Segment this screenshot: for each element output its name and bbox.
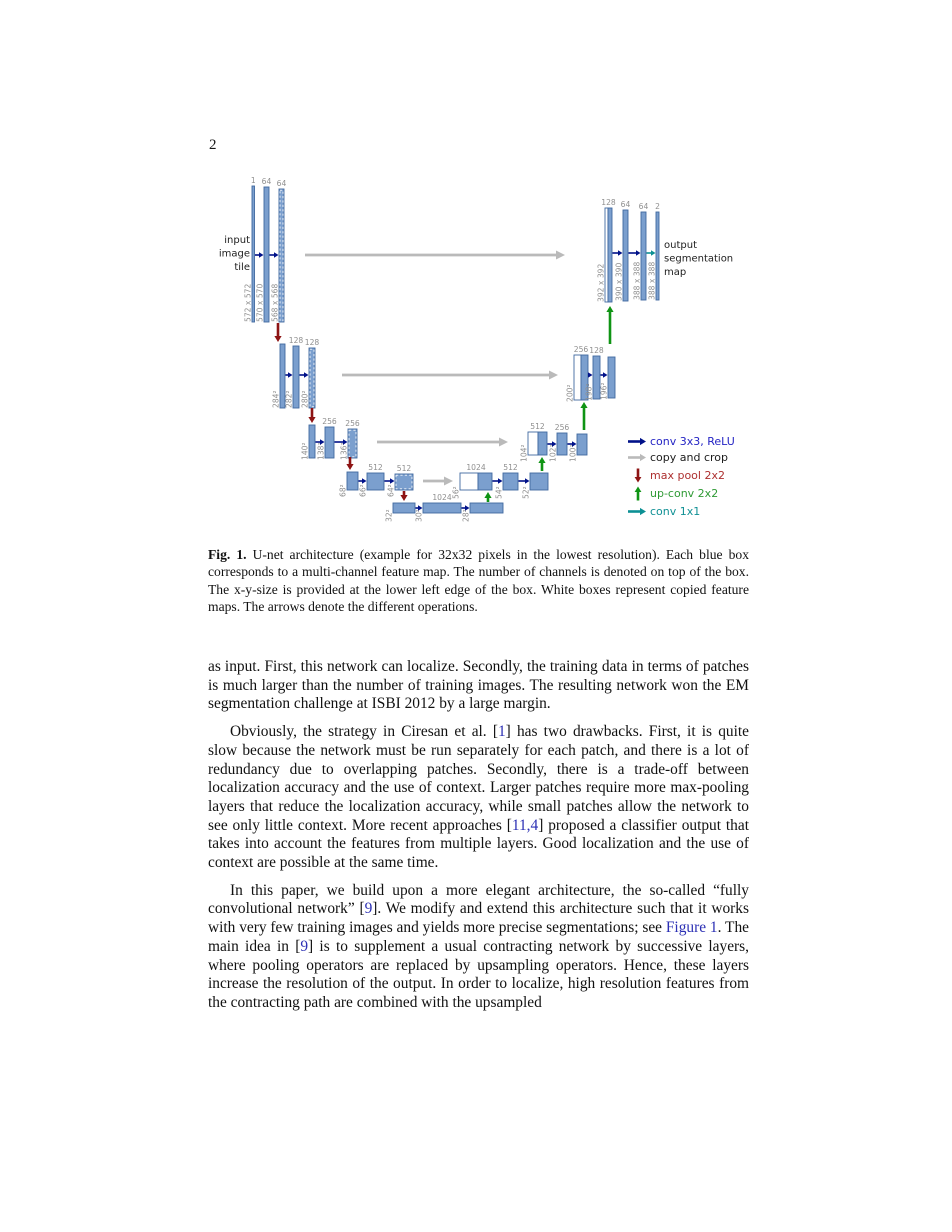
feature-size-label: 572 x 572 (243, 283, 253, 322)
conv-arrow (304, 372, 309, 377)
feature-map-bar (478, 473, 492, 490)
paragraph-3: In this paper, we build upon a more elegant architecture, the so-called “fully convolutional network” [9]. We modify and extend this architecture such that it works with very few training images and yields more precise segmentations; see Figure 1. The main idea in [9] is to supplement a usual contracting network by successive layers, where pooling operators are replaced by upsampling operators. Hence, these layers increase the resolution of the output. In order to localize, high resolution features from the contracting path are combined with the upsampled (208, 881, 749, 1011)
feature-map-bar (309, 425, 315, 458)
channel-count-label: 256 (573, 345, 589, 354)
feature-map-bar (395, 474, 413, 490)
channel-count-label: 512 (530, 422, 545, 431)
legend-label: conv 3x3, ReLU (650, 435, 735, 448)
feature-size-label: 56² (451, 486, 461, 499)
feature-map-bar (470, 503, 503, 513)
unet-architecture-diagram (208, 168, 753, 546)
legend-right-arrow (640, 438, 646, 445)
copy-crop-arrow (556, 251, 565, 260)
feature-map-bar (538, 432, 547, 455)
channel-count-label: 64 (261, 177, 272, 186)
output-segmentation-map-label: output (664, 240, 697, 251)
feature-size-label: 196² (599, 382, 609, 400)
legend-right-arrow (640, 508, 646, 515)
copy-crop-arrow (499, 438, 508, 447)
feature-size-label: 30² (414, 509, 424, 522)
channel-count-label: 1 (250, 176, 256, 185)
feature-size-label: 100² (568, 444, 578, 462)
max-pool-arrow (308, 417, 315, 423)
legend-right-arrow (640, 454, 646, 461)
output-segmentation-map-label: map (664, 267, 687, 278)
feature-size-label: 390 x 390 (614, 262, 624, 301)
conv1x1-arrow (651, 250, 656, 255)
channel-count-label: 64 (638, 202, 649, 211)
channel-count-label: 512 (396, 464, 412, 473)
feature-size-label: 138² (316, 442, 326, 460)
page-number: 2 (209, 137, 217, 153)
paragraph-2: Obviously, the strategy in Ciresan et al. [1] has two drawbacks. First, it is quite slow because the network must be run separately for each patch, and there is a lot of redundancy due to overlapping patches. Secondly, there is a trade-off between localization accuracy and the use of context. Larger patches require more max-pooling layers that reduce the localization accuracy, while small patches allow the network to see only little context. More recent approaches [11,4] proposed a classifier output that takes into account the features from multiple layers. Good localization and the use of context are possible at the same time. (208, 723, 750, 872)
channel-count-label: 2 (655, 202, 660, 211)
channel-count-label: 128 (589, 346, 604, 355)
feature-map-bar (608, 208, 612, 302)
max-pool-arrow (346, 464, 353, 470)
feature-size-label: 136² (339, 442, 349, 460)
feature-size-label: 282² (284, 390, 294, 408)
conv-arrow (390, 478, 395, 483)
max-pool-arrow (274, 336, 281, 342)
channel-count-label: 1024 (466, 463, 486, 472)
channel-count-label: 256 (345, 419, 360, 428)
feature-map-bar (367, 473, 384, 490)
up-conv-arrow (484, 492, 491, 498)
feature-map-bar (623, 210, 628, 301)
legend-label: copy and crop (650, 451, 728, 464)
unet-figure (208, 168, 753, 546)
feature-map-bar (503, 473, 518, 490)
copy-crop-arrow (444, 477, 453, 486)
legend-up-arrow (635, 487, 642, 493)
conv-arrow (636, 250, 641, 255)
channel-count-label: 256 (322, 417, 337, 426)
input-image-tile-label: image (218, 248, 250, 260)
channel-count-label: 512 (368, 463, 383, 472)
feature-size-label: 140² (300, 442, 310, 460)
input-image-tile-label: input (224, 235, 250, 246)
feature-map-bar (608, 357, 615, 398)
input-image-tile-label: tile (234, 262, 250, 273)
feature-map-bar (264, 187, 269, 322)
feature-size-label: 198² (584, 383, 594, 401)
paragraph-1: as input. First, this network can localize. Secondly, the training data in terms of patches is much larger than the number of training images. The resulting network won the EM segmentation challenge at ISBI 2012 by a large margin. (208, 658, 749, 713)
caption-text: U-net architecture (example for 32x32 pixels in the lowest resolution). Each blue box corresponds to a multi-channel feature map. The number of channels is denoted on top of the box. The x-y-size is provided at the lower left edge of the box. White boxes represent copied feature maps. The arrows denote the different operations. (208, 547, 749, 614)
legend-label: conv 1x1 (650, 505, 701, 518)
conv-arrow (525, 478, 530, 483)
feature-size-label: 570 x 570 (255, 283, 265, 322)
feature-map-bar (393, 503, 415, 513)
copied-feature-map-bar (460, 473, 478, 490)
channel-count-label: 512 (503, 463, 518, 472)
up-conv-arrow (606, 306, 613, 312)
legend-label: max pool 2x2 (650, 469, 725, 482)
body-text (208, 658, 749, 1022)
up-conv-arrow (538, 457, 545, 463)
channel-count-label: 256 (554, 423, 570, 432)
citation-link[interactable]: 11,4 (511, 816, 539, 834)
figure-reference-link[interactable]: Figure 1 (665, 919, 718, 937)
conv-arrow (274, 252, 279, 257)
feature-map-bar (293, 346, 299, 408)
citation-link[interactable]: 9 (300, 937, 309, 955)
feature-size-label: 392 x 392 (596, 263, 606, 302)
conv-arrow (618, 250, 623, 255)
copied-feature-map-bar (528, 432, 538, 455)
feature-size-label: 64² (386, 484, 396, 497)
feature-size-label: 388 x 388 (647, 261, 657, 300)
conv-arrow (259, 252, 264, 257)
legend-label: up-conv 2x2 (650, 487, 719, 500)
conv-arrow (603, 372, 608, 377)
up-conv-arrow (580, 402, 587, 408)
feature-map-bar (423, 503, 461, 513)
conv-arrow (498, 478, 503, 483)
feature-map-bar (577, 434, 587, 455)
conv-arrow (288, 372, 293, 377)
feature-map-bar (641, 212, 646, 300)
feature-size-label: 200² (565, 384, 575, 402)
feature-size-label: 32² (384, 509, 394, 522)
conv-arrow (588, 372, 593, 377)
copy-crop-arrow (549, 371, 558, 380)
feature-size-label: 102² (548, 444, 558, 462)
feature-map-bar (557, 433, 567, 455)
max-pool-arrow (400, 495, 407, 501)
feature-size-label: 68² (338, 484, 348, 497)
caption-label: Fig. 1. (208, 547, 247, 562)
feature-size-label: 54² (494, 486, 504, 499)
feature-map-bar (530, 473, 548, 490)
feature-size-label: 568 x 568 (270, 283, 280, 322)
figure-caption (208, 546, 749, 615)
citation-link[interactable]: 1 (497, 723, 506, 741)
feature-size-label: 28² (461, 509, 471, 522)
channel-count-label: 128 (288, 336, 304, 345)
copied-feature-map-bar (574, 355, 581, 400)
legend-down-arrow (635, 477, 642, 483)
conv-arrow (362, 478, 367, 483)
feature-size-label: 280² (300, 390, 310, 408)
channel-count-label: 1024 (432, 493, 452, 502)
citation-link[interactable]: 9 (364, 900, 373, 918)
feature-size-label: 66² (358, 484, 368, 497)
feature-map-bar (347, 472, 358, 490)
channel-count-label: 64 (620, 200, 631, 209)
output-segmentation-map-label: segmentation (664, 253, 734, 265)
feature-size-label: 104² (519, 444, 529, 462)
channel-count-label: 128 (601, 198, 616, 207)
feature-size-label: 388 x 388 (632, 261, 642, 300)
channel-count-label: 128 (304, 338, 320, 347)
feature-map-bar (325, 427, 334, 458)
channel-count-label: 64 (276, 179, 287, 188)
feature-size-label: 52² (521, 486, 531, 499)
feature-size-label: 284² (271, 390, 281, 408)
